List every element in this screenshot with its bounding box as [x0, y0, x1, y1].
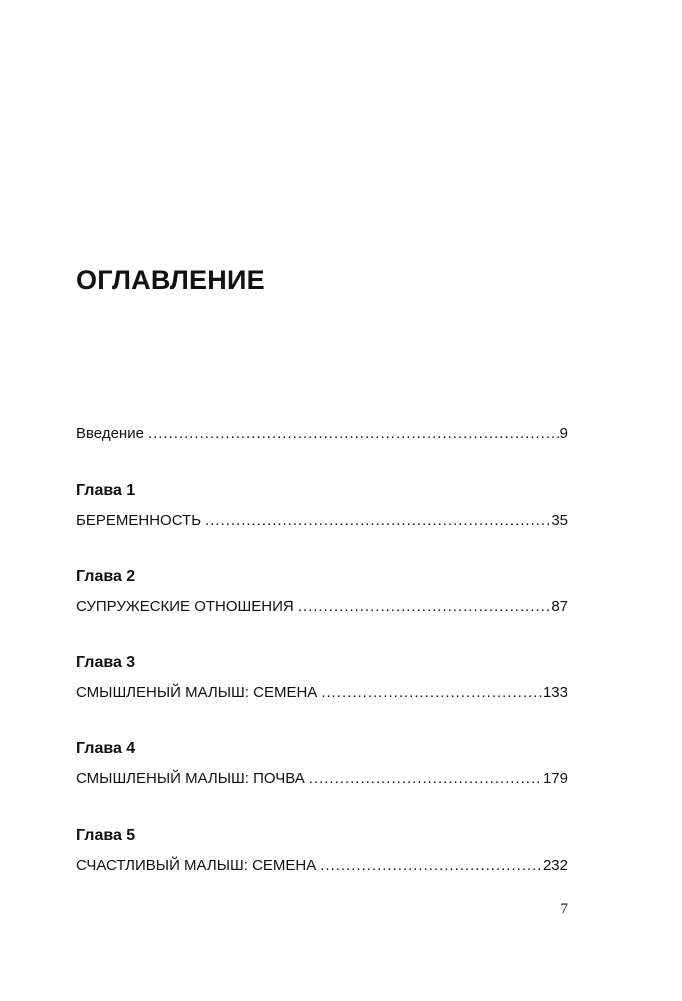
dot-leader — [205, 511, 550, 531]
toc-entry-page-number: 232 — [542, 857, 568, 874]
dot-leader — [309, 769, 542, 789]
dot-leader — [148, 424, 559, 444]
toc-entry-page-number: 179 — [542, 770, 568, 787]
page-title: ОГЛАВЛЕНИЕ — [76, 265, 265, 295]
chapter-1-heading: Глава 1 — [76, 482, 136, 499]
chapter-4-heading: Глава 4 — [76, 740, 136, 757]
toc-entry-page-number: 87 — [551, 598, 568, 615]
chapter-2-heading: Глава 2 — [76, 568, 136, 585]
dot-leader — [298, 597, 551, 617]
toc-entry-chapter-1 — [76, 511, 568, 531]
toc-entry-label: БЕРЕМЕННОСТЬ — [76, 512, 202, 529]
toc-entry-page-number: 133 — [542, 684, 568, 701]
chapter-3-heading: Глава 3 — [76, 654, 136, 671]
toc-entry-label: СМЫШЛЕНЫЙ МАЛЫШ: ПОЧВА — [76, 770, 305, 787]
toc-entry-label: СЧАСТЛИВЫЙ МАЛЫШ: СЕМЕНА — [76, 857, 317, 874]
dot-leader — [321, 683, 542, 703]
toc-entry-chapter-3 — [76, 683, 568, 703]
toc-entry-page-number: 9 — [559, 425, 568, 442]
toc-entry-label: СУПРУЖЕСКИЕ ОТНОШЕНИЯ — [76, 598, 294, 615]
chapter-5-heading: Глава 5 — [76, 827, 136, 844]
toc-entry-chapter-4 — [76, 769, 568, 789]
toc-entry-chapter-2 — [76, 597, 568, 617]
toc-entry-chapter-5 — [76, 856, 568, 876]
toc-entry-page-number: 35 — [551, 512, 568, 529]
toc-entry-label: Введение — [76, 425, 144, 442]
toc-entry-introduction — [76, 424, 568, 444]
toc-entry-label: СМЫШЛЕНЫЙ МАЛЫШ: СЕМЕНА — [76, 684, 318, 701]
page-number: 7 — [560, 901, 568, 917]
dot-leader — [320, 856, 542, 876]
